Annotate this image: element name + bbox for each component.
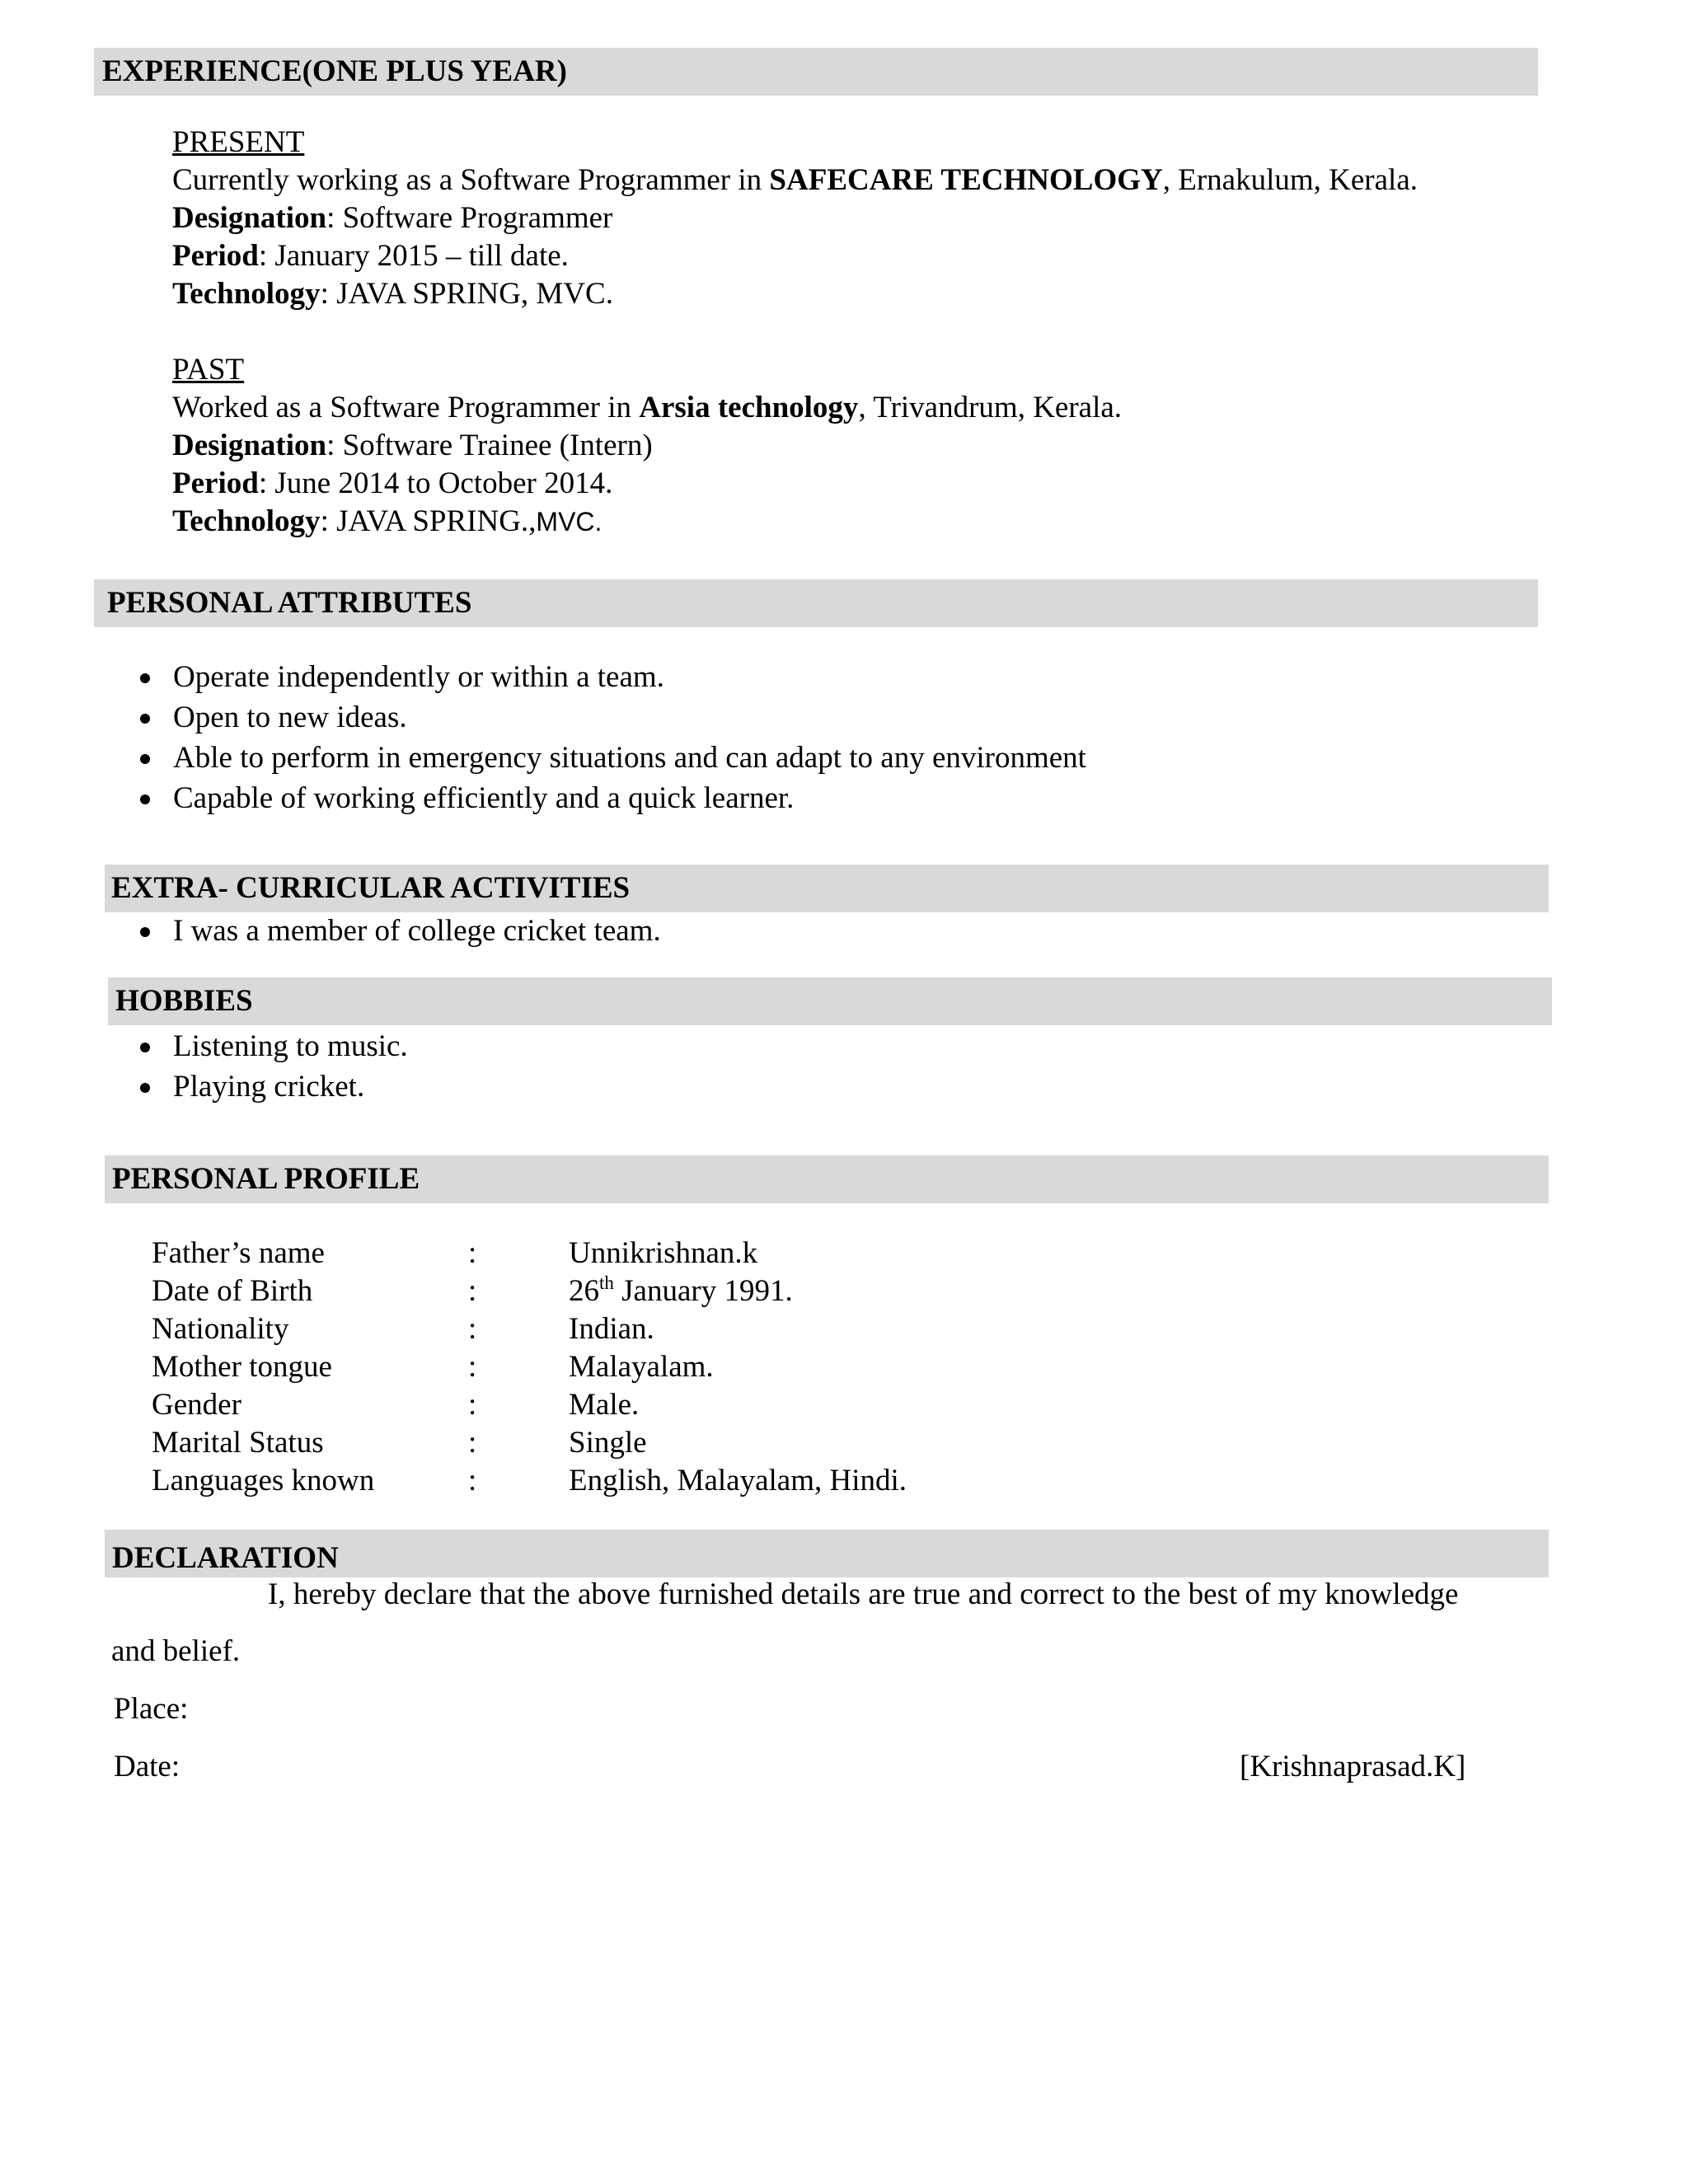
past-heading: PAST <box>172 353 245 387</box>
hobbies-header: HOBBIES <box>108 977 1552 1025</box>
past-technology: Technology: JAVA SPRING.,MVC. <box>172 504 603 538</box>
profile-row-languages: Languages known : English, Malayalam, Hindi. <box>152 1464 907 1497</box>
list-item: I was a member of college cricket team. <box>135 911 661 951</box>
present-company: SAFECARE TECHNOLOGY <box>769 163 1163 197</box>
personal-profile-header: PERSONAL PROFILE <box>105 1155 1549 1203</box>
past-period: Period: June 2014 to October 2014. <box>172 466 613 500</box>
past-company: Arsia technology <box>639 391 859 424</box>
place-label: Place: <box>114 1692 189 1726</box>
profile-row-father: Father’s name : Unnikrishnan.k <box>152 1236 758 1270</box>
personal-attributes-header: PERSONAL ATTRIBUTES <box>94 579 1538 627</box>
present-heading: PRESENT <box>172 125 305 159</box>
present-summary: Currently working as a Software Programmer in SAFECARE TECHNOLOGY, Ernakulum, Kerala. <box>172 163 1418 197</box>
experience-header: EXPERIENCE(ONE PLUS YEAR) <box>94 48 1538 96</box>
present-technology: Technology: JAVA SPRING, MVC. <box>172 277 613 311</box>
list-item: Able to perform in emergency situations and can adapt to any environment <box>135 738 1086 778</box>
date-label: Date: <box>114 1750 181 1783</box>
past-summary: Worked as a Software Programmer in Arsia technology, Trivandrum, Kerala. <box>172 391 1123 424</box>
list-item: Playing cricket. <box>135 1066 408 1107</box>
profile-row-nationality: Nationality : Indian. <box>152 1312 654 1346</box>
personal-attributes-list <box>135 657 1086 818</box>
present-designation: Designation: Software Programmer <box>172 201 613 235</box>
declaration-text-line1: I, hereby declare that the above furnished details are true and correct to the best of my knowledge <box>268 1577 1459 1611</box>
list-item: Listening to music. <box>135 1026 408 1066</box>
list-item: Capable of working efficiently and a quick learner. <box>135 778 1086 818</box>
list-item: Open to new ideas. <box>135 697 1086 738</box>
extra-curricular-header: EXTRA- CURRICULAR ACTIVITIES <box>105 865 1549 912</box>
present-period: Period: January 2015 – till date. <box>172 239 569 273</box>
declaration-header: DECLARATION <box>105 1530 1549 1577</box>
extra-curricular-list <box>135 911 661 951</box>
signature-name: [Krishnaprasad.K] <box>1240 1750 1466 1783</box>
profile-row-dob: Date of Birth : 26th January 1991. <box>152 1272 793 1308</box>
past-designation: Designation: Software Trainee (Intern) <box>172 429 653 462</box>
experience-present <box>172 124 1418 313</box>
hobbies-list <box>135 1026 408 1107</box>
list-item: Operate independently or within a team. <box>135 657 1086 697</box>
profile-row-mother-tongue: Mother tongue : Malayalam. <box>152 1350 714 1384</box>
profile-row-marital-status: Marital Status : Single <box>152 1426 647 1460</box>
personal-profile-table <box>152 1235 976 1500</box>
profile-row-gender: Gender : Male. <box>152 1388 640 1422</box>
declaration-text-line2: and belief. <box>111 1634 241 1668</box>
experience-past <box>172 351 1122 541</box>
